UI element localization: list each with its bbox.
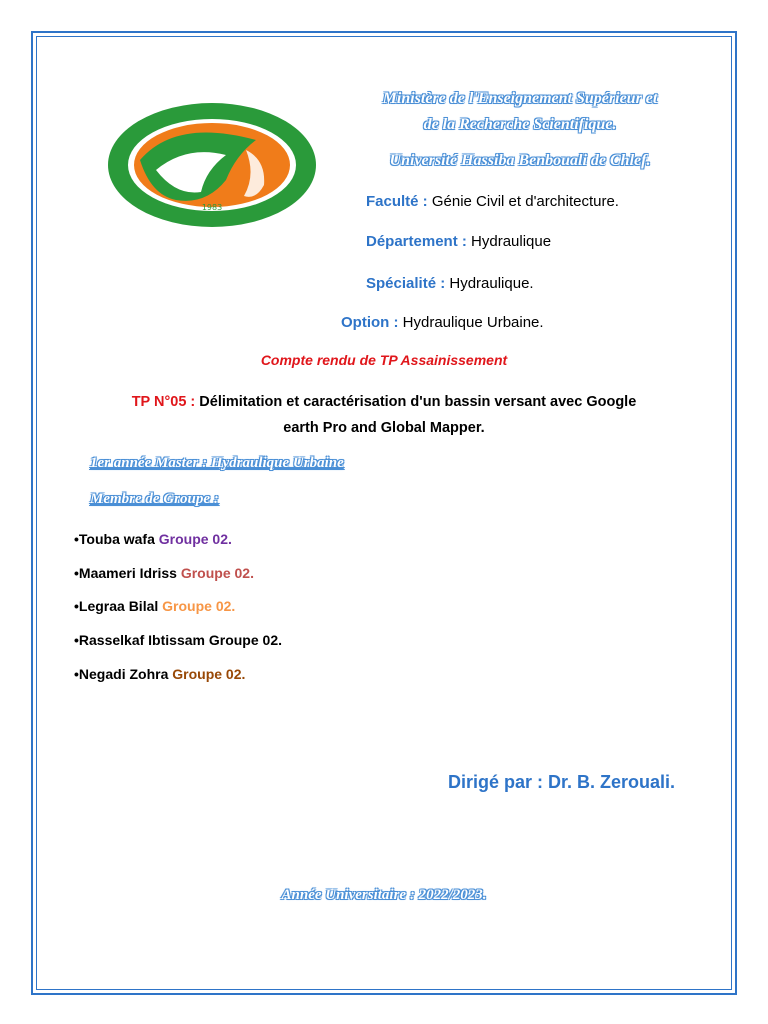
faculty-value: Génie Civil et d'architecture. bbox=[431, 193, 619, 210]
study-level: 1er année Master : Hydraulique Urbaine bbox=[90, 455, 344, 471]
member-name: •Negadi Zohra bbox=[74, 666, 173, 682]
faculty-line bbox=[366, 193, 619, 210]
tp-title-line-1: Délimitation et caractérisation d'un bassin versant avec Google bbox=[199, 394, 637, 410]
tp-title-line-2: earth Pro and Global Mapper. bbox=[283, 420, 485, 436]
option-value: Hydraulique Urbaine. bbox=[402, 314, 544, 331]
university-logo bbox=[106, 100, 318, 230]
report-title: Compte rendu de TP Assainissement bbox=[260, 352, 508, 368]
member-item bbox=[74, 565, 254, 581]
member-group: Groupe 02. bbox=[172, 666, 246, 682]
ministry-line-2: de la Recherche Scientifique. bbox=[423, 116, 617, 133]
tp-number: TP N°05 : bbox=[131, 394, 200, 410]
option-line bbox=[341, 314, 544, 331]
speciality-line bbox=[366, 275, 534, 292]
ministry-line-1: Ministère de l'Enseignement Supérieur et bbox=[382, 90, 658, 107]
ministry-heading bbox=[330, 86, 710, 138]
speciality-label: Spécialité : bbox=[366, 275, 450, 292]
member-item bbox=[74, 666, 245, 682]
department-label: Département : bbox=[366, 233, 472, 250]
speciality-value: Hydraulique. bbox=[449, 275, 534, 292]
supervisor: Dirigé par : Dr. B. Zerouali. bbox=[448, 772, 676, 792]
member-group: Groupe 02. bbox=[162, 598, 236, 614]
svg-text:1983: 1983 bbox=[201, 203, 223, 212]
member-name: •Touba wafa bbox=[74, 531, 159, 547]
member-group: Groupe 02. bbox=[208, 632, 282, 648]
option-label: Option : bbox=[341, 314, 403, 331]
member-name: •Maameri Idriss bbox=[74, 565, 181, 581]
department-line bbox=[366, 233, 551, 250]
member-item bbox=[74, 632, 282, 648]
university-name: Université Hassiba Benbouali de Chlef. bbox=[389, 152, 651, 169]
member-name: •Rasselkaf Ibtissam bbox=[74, 632, 209, 648]
member-name: •Legraa Bilal bbox=[74, 598, 163, 614]
member-item bbox=[74, 531, 232, 547]
members-heading: Membre de Groupe : bbox=[90, 491, 219, 507]
member-item bbox=[74, 598, 235, 614]
faculty-label: Faculté : bbox=[366, 193, 432, 210]
tp-heading bbox=[90, 389, 678, 441]
department-value: Hydraulique bbox=[471, 233, 552, 250]
member-group: Groupe 02. bbox=[158, 531, 232, 547]
academic-year: Année Universitaire : 2022/2023. bbox=[281, 887, 487, 903]
member-group: Groupe 02. bbox=[180, 565, 254, 581]
